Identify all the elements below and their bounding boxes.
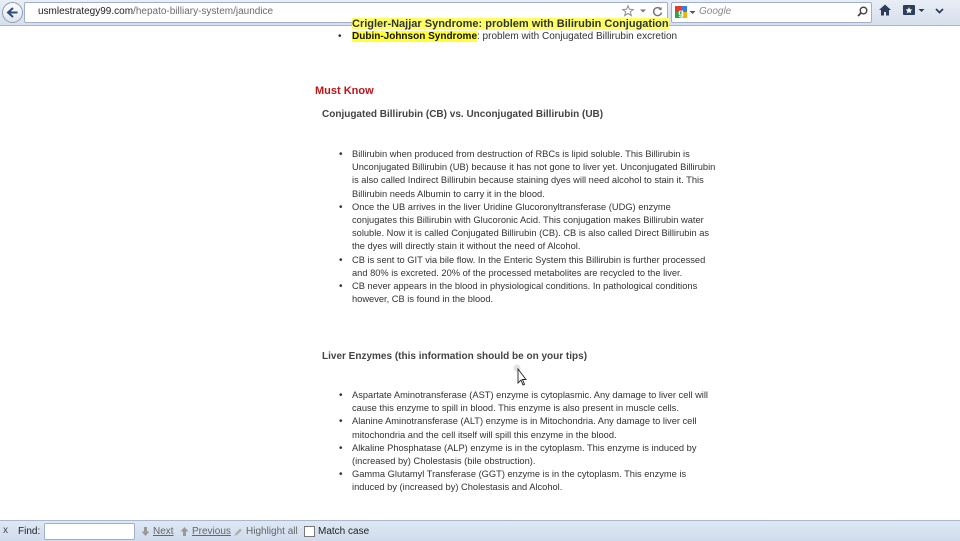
back-button[interactable] — [2, 2, 23, 23]
list-item: • Alkaline Phosphatase (ALP) enzyme is in the cytoplasm. This enzyme is induced by (increased by) Cholestasis (bile obstruction). — [338, 442, 718, 468]
find-bar — [0, 520, 960, 541]
find-previous-button[interactable] — [180, 526, 231, 537]
search-engine-selector[interactable] — [675, 6, 696, 18]
page-content — [0, 18, 960, 520]
list-item: • CB is sent to GIT via bile flow. In the Enteric System this Billirubin is further processed and 80% is excreted. 20% of the processed metabolites are recycled to the liver. — [338, 254, 718, 280]
menu-chevron-icon — [935, 6, 944, 15]
chevron-down-icon — [689, 9, 696, 16]
list-item: • Gamma Glutamyl Transferase (GGT) enzyme is in the cytoplasm. This enzyme is induced by (increased by) Cholestasis and Alcohol. — [338, 468, 718, 494]
highlighter-icon — [233, 527, 243, 537]
highlight-all-button[interactable] — [233, 526, 298, 537]
tools-menu-button[interactable] — [935, 6, 944, 15]
billirubin-list — [338, 148, 718, 306]
list-item: • Once the UB arrives in the liver Uridine Glucoronyltransferase (UDG) enzyme conjugates this Billirubin with Glucoronic Acid. This conjugation makes Billirubin water soluble. Now it is called Conjugated Billirubin (CB). CB is also called Direct Billirubin as the dyes will directly stain it without the need of Alcohol. — [338, 201, 718, 254]
bookmarks-menu-button[interactable] — [902, 3, 925, 17]
list-item: • Alanine Aminotransferase (ALT) enzyme is in Mitochondria. Any damage to liver cell mitochondria and the cell itself will spill this enzyme in the blood. — [338, 415, 718, 441]
match-case-checkbox[interactable] — [304, 526, 369, 537]
svg-text:g: g — [678, 7, 684, 18]
arrow-up-icon — [180, 527, 189, 536]
subsection-title: Conjugated Billirubin (CB) vs. Unconjugated Billirubin (UB) — [322, 109, 604, 120]
search-bar[interactable] — [671, 2, 872, 23]
url-domain: usmlestrategy99.com — [38, 6, 134, 17]
find-label: Find: — [18, 526, 41, 537]
url-path: /hepato-billiary-system/jaundice — [133, 6, 274, 17]
arrow-down-icon — [141, 527, 150, 536]
find-next-button[interactable] — [141, 526, 174, 537]
find-next-label: Next — [153, 526, 174, 537]
section-heading: Must Know — [315, 85, 374, 97]
bookmark-star-icon[interactable] — [622, 5, 634, 17]
cut-off-list-item: Crigler-Najjar Syndrome: problem with Bilirubin Conjugation — [352, 18, 669, 30]
find-previous-label: Previous — [192, 526, 231, 537]
dropdown-arrow-icon[interactable] — [639, 7, 647, 15]
liver-enzymes-list — [338, 389, 718, 495]
mouse-cursor-icon — [512, 364, 526, 386]
match-case-label: Match case — [318, 526, 370, 537]
home-button[interactable] — [878, 3, 892, 17]
list-item: • Aspartate Aminotransferase (AST) enzyme is cytoplasmic. Any damage to liver cell will cause this enzyme to spill in blood. This enzyme is also present in muscle cells. — [338, 389, 718, 415]
syndrome-list — [338, 30, 677, 43]
home-icon — [878, 3, 892, 17]
subsection-title: Liver Enzymes (this information should be on your tips) — [322, 351, 588, 362]
close-find-bar-button[interactable]: x — [3, 525, 8, 536]
search-magnifier-icon[interactable] — [857, 6, 868, 17]
highlight-all-label: Highlight all — [246, 526, 298, 537]
reload-icon[interactable] — [652, 6, 663, 17]
chevron-down-icon — [918, 7, 925, 14]
list-item: • Billirubin when produced from destruction of RBCs is lipid soluble. This Billirubin is Unconjugated Billirubin (UB) because it has not gone to liver yet. Unconjugated Billirubin is also called Indirect Billirubin because staining dyes will need alcohol to stain it. This Billirubin needs Albumin to carry it in the blood. — [338, 148, 718, 201]
find-input[interactable] — [44, 523, 135, 540]
list-item: • CB never appears in the blood in physiological conditions. In pathological conditions however, CB is found in the blood. — [338, 280, 718, 306]
checkbox-box[interactable] — [304, 526, 315, 537]
highlighted-term: Dubin-Johnson Syndrome — [352, 31, 477, 42]
google-logo-icon — [675, 6, 687, 18]
bookmarks-icon — [902, 3, 918, 17]
list-item-text: : problem with Conjugated Billirubin excretion — [477, 31, 678, 42]
back-arrow-icon — [7, 7, 18, 18]
search-placeholder: Google — [699, 6, 732, 17]
list-item — [338, 30, 677, 43]
